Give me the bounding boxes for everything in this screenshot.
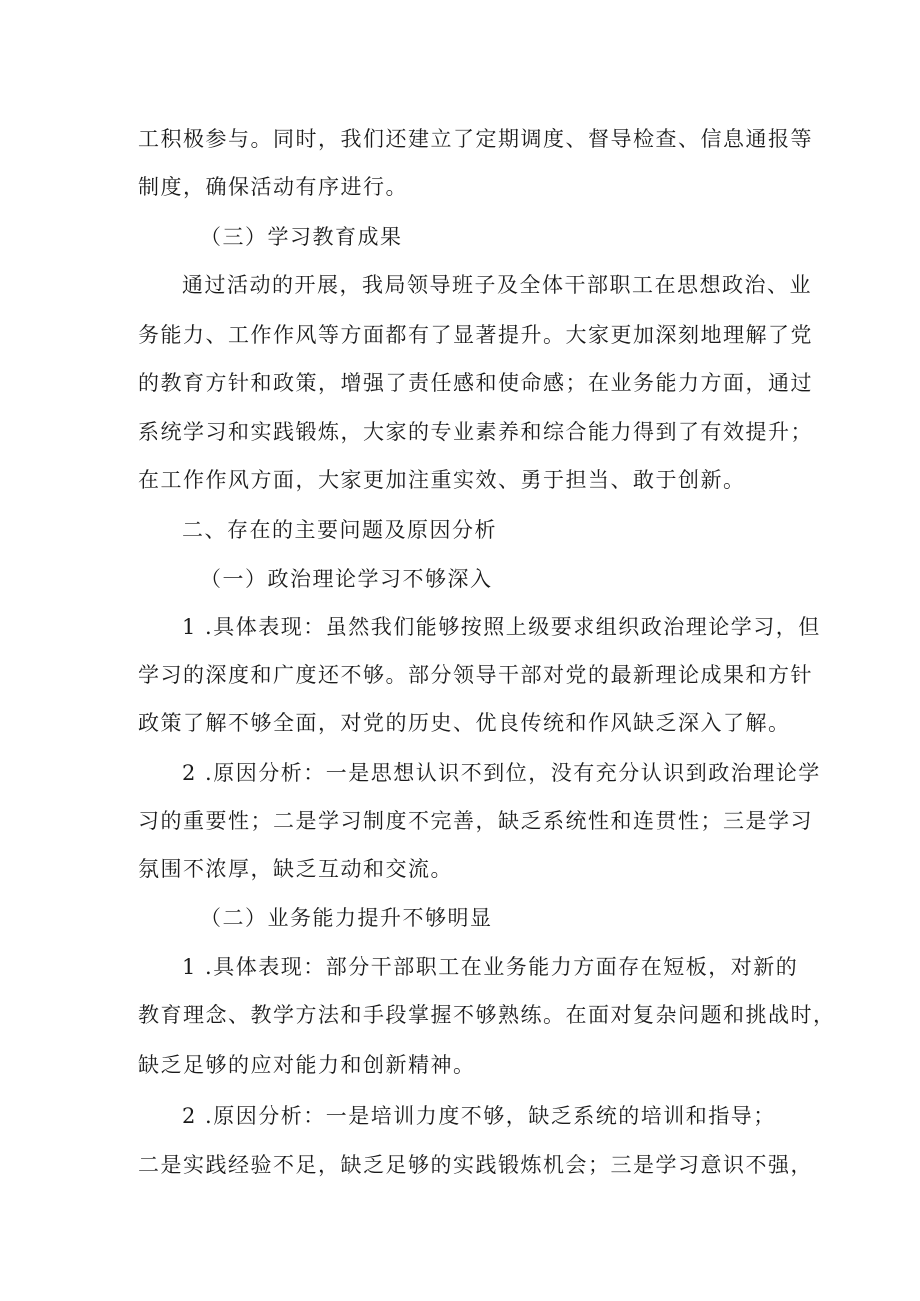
- text-line-12: 学习的深度和广度还不够。部分领导干部对党的最新理论成果和方针: [138, 663, 813, 687]
- text-line-8: 在工作作风方面，大家更加注重实效、勇于担当、敢于创新。: [138, 468, 746, 492]
- text-line-14: 2 .原因分析：一是思想认识不到位，没有充分认识到政治理论学: [182, 761, 821, 785]
- text-line-22: 二是实践经验不足，缺乏足够的实践锻炼机会；三是学习意识不强，: [138, 1153, 813, 1177]
- text-line-18: 1 .具体表现：部分干部职工在业务能力方面存在短板，对新的: [182, 955, 799, 979]
- text-line-19: 教育理念、教学方法和手段掌握不够熟练。在面对复杂问题和挑战时，: [138, 1003, 836, 1027]
- text-line-6: 的教育方针和政策，增强了责任感和使命感；在业务能力方面，通过: [138, 371, 813, 395]
- text-line-21: 2 .原因分析：一是培训力度不够，缺乏系统的培训和指导；: [182, 1104, 776, 1128]
- text-line-15: 习的重要性；二是学习制度不完善，缺乏系统性和连贯性；三是学习: [138, 809, 813, 833]
- text-line-5: 务能力、工作作风等方面都有了显著提升。大家更加深刻地理解了党: [138, 323, 813, 347]
- text-line-7: 系统学习和实践锻炼，大家的专业素养和综合能力得到了有效提升；: [138, 420, 813, 444]
- text-line-20: 缺乏足够的应对能力和创新精神。: [138, 1053, 476, 1077]
- subheading-learning-results: （三）学习教育成果: [200, 225, 403, 249]
- text-line-13: 政策了解不够全面，对党的历史、优良传统和作风缺乏深入了解。: [138, 711, 791, 735]
- section-heading-problems: 二、存在的主要问题及原因分析: [182, 518, 497, 542]
- text-line-11: 1 .具体表现：虽然我们能够按照上级要求组织政治理论学习，但: [182, 615, 821, 639]
- text-line-4: 通过活动的开展，我局领导班子及全体干部职工在思想政治、业: [182, 273, 812, 297]
- subheading-political-theory: （一）政治理论学习不够深入: [200, 567, 493, 591]
- text-line-2: 制度，确保活动有序进行。: [138, 175, 408, 199]
- subheading-business-ability: （二）业务能力提升不够明显: [200, 906, 493, 930]
- text-line-16: 氛围不浓厚，缺乏互动和交流。: [138, 857, 453, 881]
- text-line-1: 工积极参与。同时，我们还建立了定期调度、督导检查、信息通报等: [138, 127, 813, 151]
